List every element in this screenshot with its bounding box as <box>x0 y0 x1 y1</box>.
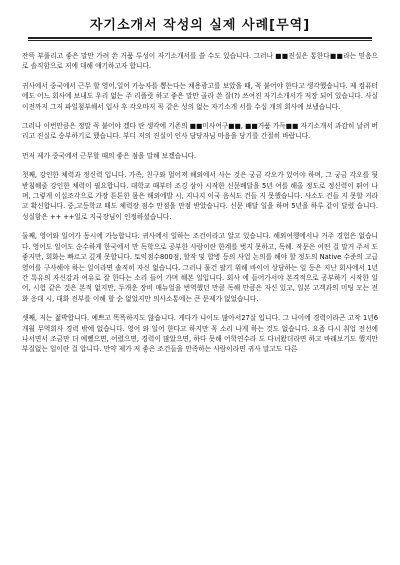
document-title: 자기소개서 작성의 실제 사례[무역] <box>89 18 311 33</box>
paragraph-point-one: 첫째, 강인한 체력과 정신력 입니다. 가족, 친구와 멀어져 해외에서 사는 것은 궁금 각오가 있어야 하며, 그 궁금 각오를 뒷받침해줄 강인한 체력이 필요합니다. 대학교 때부터 조깅 삼아 시작한 신문배달을 5년 여를 해올 정도로 정신력이 뛰어 나며, 그렇게 이십조각으로 가장 튼튼한 몸은 해외에발 시, 지나지 이국 음식도 건들 지 못했습니다. 사소도 건들 지 못할 거라고 확신합니다. 중,고등학교 때도 체력장 점수 만점을 만점 받았습니다. 신문 배달 일을 하며 5년을 하루 같이 달렸 습니다. 성실함은 ++ ++일로 지국장님이 인정하셨습니다. <box>22 171 378 221</box>
title-underline <box>28 37 372 41</box>
document-body <box>22 51 378 355</box>
paragraph-intro: 잔뜩 부풀리고 좋은 말만 가려 쓴 거품 투성이 자기소개서를 쓸 수도 있습니다. 그러나 ■■진실은 통한다■■라는 믿음으로 솔직함으로 저에 대해 얘기하고자 합니다. <box>22 52 378 71</box>
paragraph-motivation: 귀사에서 중국에서 근무 할 영어,일어 가능자를 뽑는다는 채용광고를 보았을 때, 꼭 붙어야 한다고 생각했습니다. 제 컴퓨터에도 어느 회사에 보내도 우리 없는 주 리플랏 하고 좋은 말만 골라 쓴 잘(?) 쓰여진 자기소개서가 저장 되어 있습니다. 사실 이전까지 그저 파일첨부해서 입사 후 각오마저 꼭 같은 성의 없는 자기소개 서를 수십 개의 회사에 보냈습니다. <box>22 81 378 111</box>
paragraph-resolve: 그러나 이번만큼은 정말 꼭 붙어야 겠다 란 생각에 기존의 ■■미사여구■■, ■■거품 가득■■ 자기소개서 과감히 날려 버리고 진실로 승부하기로 했습니다. 부디 저의 진실이 인사 담당자님 마음을 당기를 간절히 바랍니다. <box>22 122 378 141</box>
paragraph-point-two: 둘째, 영어와 일어가 동시에 가능합니다. 귀사에서 일하는 조건이라고 알고 있습니다. 해외여행에서나 거주 경험은 없습니다. 영어도 일어도 순수하게 한국에서 만 독학으로 공부한 사람이란 한계를 벗지 못하고, 독해. 작문은 어떤 걸 말거 주셔 도 좋지만, 회화는 빠르고 깊게 못합니다. 토익점수800점, 할작 및 합병 등의 사업 논의를 해야 할 정도의 Native 수준의 고급영어를 구사해야 하는 일이라면 솔직히 자신 없습니다. 그러나 물건 팔기 위해 바이어 상담하는 일 등은 지난 회사에서 1년간 특유의 자신감과 여유로 잘 한다는 소리 들어 가며 해본 일입니다. 회사 에 들어가서야 본격적으로 공부하기 시작한 일어, 시험 같은 것은 본적 없지만, 두개운 장비 매뉴얼을 번역했던 만큼 독해 만큼은 자신 있고, 일본 고객과의 미팅 모는 전화 응대 시, 대화 전부를 이해 할 순 없었지만 의사소통에는 큰 문제가 없었습니다. <box>22 232 378 303</box>
paragraph-point-three: 셋째, 저는 젊박합니다. 예쁘고 똑똑하지도 않습니다. 게다가 나이도 많아서27살 입니다. 그 나이에 경력이라곤 고작 1년6개월 무역회사 경력 밖에 없습니다. 영어 와 일어 한다고 하지만 꼭 소리 나게 하는 것도 없습니다. 요즘 다시 취업 전선에 나서면서 조금만 더 예뻤으면, 어렸으면, 경력이 많았으면, 하다 못해 어학연수라 도 다녀왔더라면 하고 바래보기도 했지만 부질없는 일이란 걸 압니다. 만약 제가 저 좋은 조건들을 만족하는 사람이라면 귀사 말고도 다른 <box>22 314 378 354</box>
paragraph-transition: 먼저 제가 중국에서 근무할 때의 좋은 점을 말해 보겠습니다. <box>22 151 197 160</box>
